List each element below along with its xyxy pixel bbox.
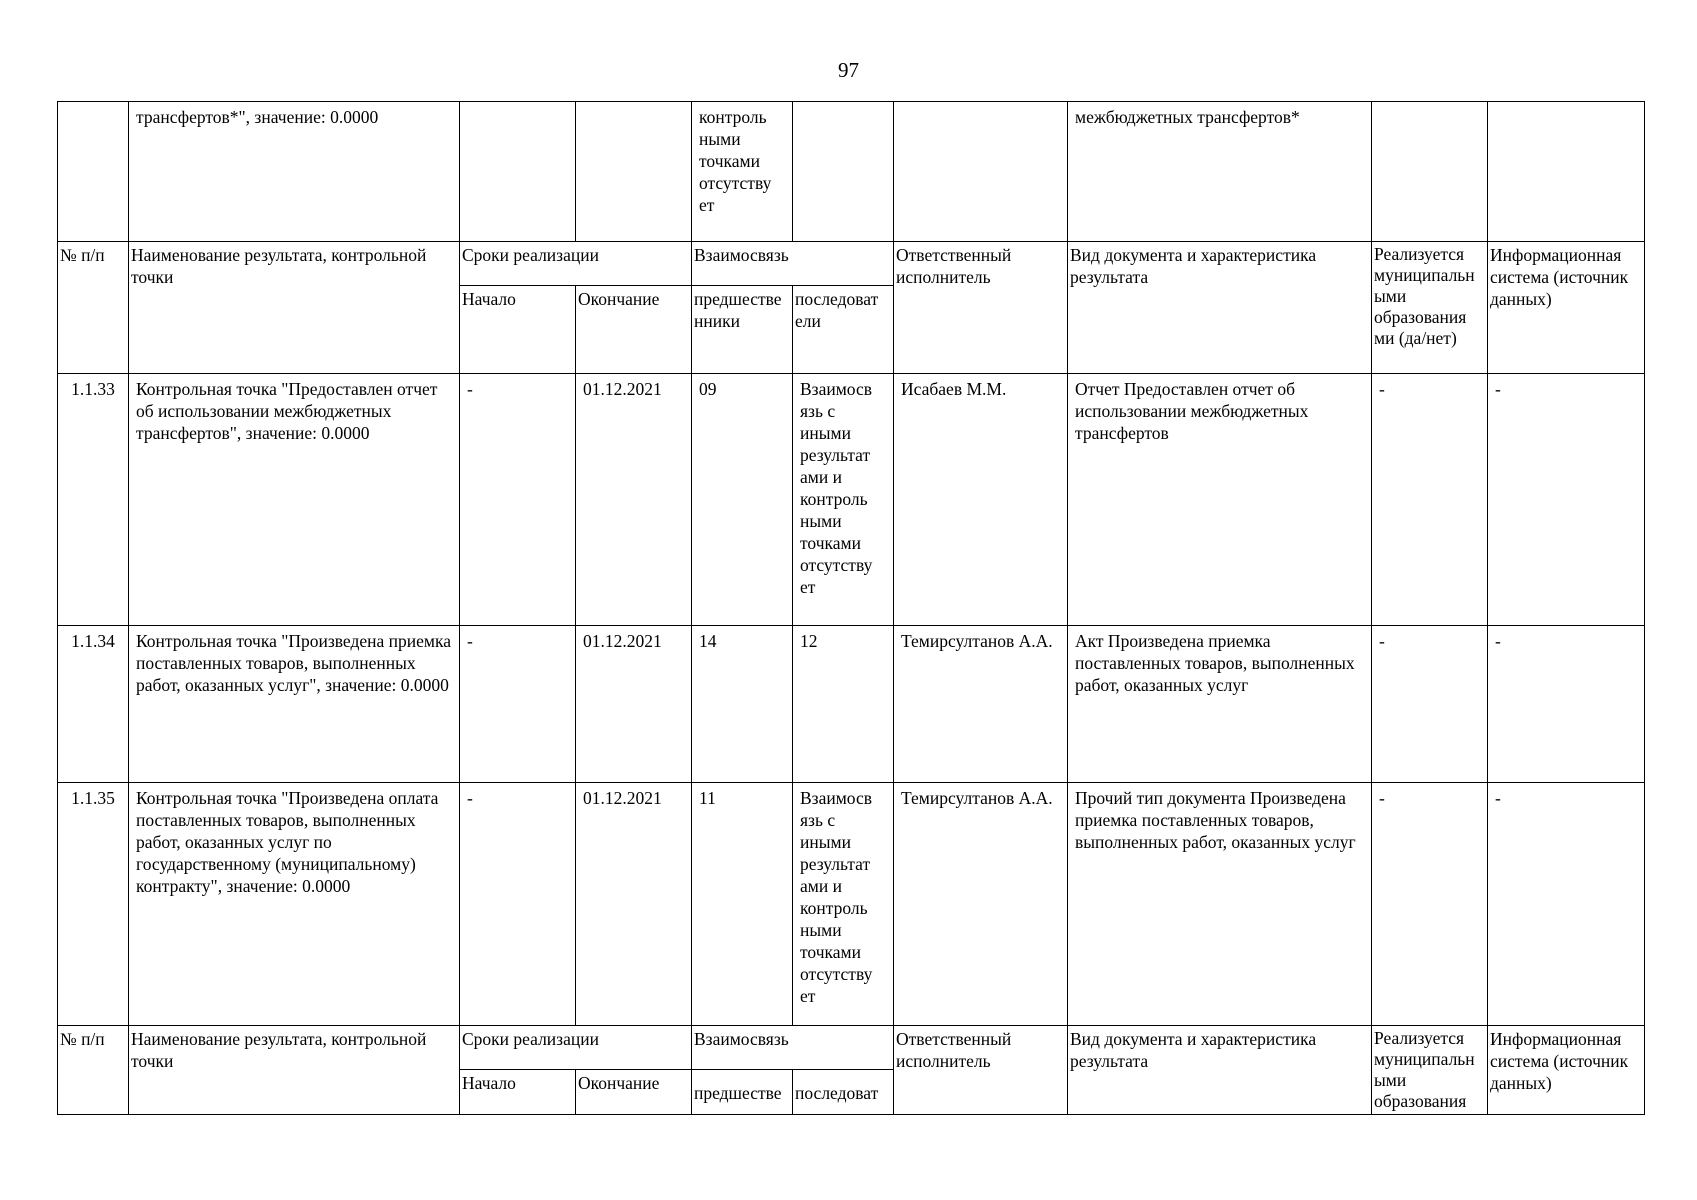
cont-pred: контроль ными точками отсутству ет	[699, 107, 772, 215]
row-muni: -	[1372, 783, 1488, 1026]
header-name: Наименование результата, контрольной точки	[129, 242, 460, 374]
cont-is-cell	[1488, 102, 1645, 242]
footer-header-succ: последоват	[793, 1070, 894, 1115]
row-start: -	[460, 783, 576, 1026]
row-resp: Темирсултанов А.А.	[894, 626, 1068, 783]
control-points-table	[57, 101, 1645, 1115]
footer-header-name: Наименование результата, контрольной точки	[129, 1026, 460, 1115]
cont-name-cell	[129, 102, 460, 242]
row-num: 1.1.33	[58, 374, 129, 626]
cont-succ-cell	[793, 102, 894, 242]
row-doc: Прочий тип документа Произведена приемка поставленных товаров, выполненных работ, оказанных услуг	[1068, 783, 1372, 1026]
row-end: 01.12.2021	[576, 783, 692, 1026]
header-resp: Ответственный исполнитель	[894, 242, 1068, 374]
row-resp: Исабаев М.М.	[894, 374, 1068, 626]
header-end: Окончание	[576, 286, 692, 374]
row-succ: Взаимосв язь с иными результат ами и контроль ными точками отсутству ет	[793, 374, 894, 626]
row-pred: 14	[692, 626, 793, 783]
cont-name: трансфертов*", значение: 0.0000	[136, 107, 379, 127]
cont-doc-cell	[1068, 102, 1372, 242]
cont-end-cell	[576, 102, 692, 242]
row-pred: 09	[692, 374, 793, 626]
row-name: Контрольная точка "Произведена оплата поставленных товаров, выполненных работ, оказанных услуг по государственному (муниципальному) контракту", значение: 0.0000	[129, 783, 460, 1026]
row-is: -	[1488, 783, 1645, 1026]
row-num: 1.1.34	[58, 626, 129, 783]
header-row-1	[58, 242, 1645, 286]
table-row	[58, 626, 1645, 783]
table-row	[58, 374, 1645, 626]
continued-row	[58, 102, 1645, 242]
row-name: Контрольная точка "Произведена приемка поставленных товаров, выполненных работ, оказанных услуг", значение: 0.0000	[129, 626, 460, 783]
table-row	[58, 783, 1645, 1026]
footer-header-row-1	[58, 1026, 1645, 1070]
row-num: 1.1.35	[58, 783, 129, 1026]
cont-num-cell	[58, 102, 129, 242]
footer-header-resp: Ответственный исполнитель	[894, 1026, 1068, 1115]
footer-header-end: Окончание	[576, 1070, 692, 1115]
cont-pred-cell	[692, 102, 793, 242]
row-resp: Темирсултанов А.А.	[894, 783, 1068, 1026]
header-doc: Вид документа и характеристика результата	[1068, 242, 1372, 374]
footer-header-num: № п/п	[58, 1026, 129, 1115]
row-doc: Отчет Предоставлен отчет об использовании межбюджетных трансфертов	[1068, 374, 1372, 626]
row-pred: 11	[692, 783, 793, 1026]
header-is: Информационная система (источник данных)	[1488, 242, 1645, 374]
row-is: -	[1488, 626, 1645, 783]
row-muni: -	[1372, 626, 1488, 783]
header-terms: Сроки реализации	[460, 242, 692, 286]
row-doc: Акт Произведена приемка поставленных товаров, выполненных работ, оказанных услуг	[1068, 626, 1372, 783]
row-start: -	[460, 374, 576, 626]
row-is: -	[1488, 374, 1645, 626]
header-start: Начало	[460, 286, 576, 374]
footer-header-start: Начало	[460, 1070, 576, 1115]
row-end: 01.12.2021	[576, 374, 692, 626]
cont-start-cell	[460, 102, 576, 242]
row-name: Контрольная точка "Предоставлен отчет об использовании межбюджетных трансфертов", значение: 0.0000	[129, 374, 460, 626]
row-muni: -	[1372, 374, 1488, 626]
header-num: № п/п	[58, 242, 129, 374]
footer-header-is: Информационная система (источник данных)	[1488, 1026, 1645, 1115]
footer-header-relation: Взаимосвязь	[692, 1026, 894, 1070]
row-start: -	[460, 626, 576, 783]
footer-header-doc: Вид документа и характеристика результата	[1068, 1026, 1372, 1115]
row-succ: 12	[793, 626, 894, 783]
header-pred: предшестве нники	[692, 286, 793, 374]
cont-doc: межбюджетных трансфертов*	[1075, 107, 1300, 127]
row-end: 01.12.2021	[576, 626, 692, 783]
header-muni: Реализуется муниципальн ыми образования ми (да/нет)	[1372, 242, 1488, 374]
cont-resp-cell	[894, 102, 1068, 242]
cont-muni-cell	[1372, 102, 1488, 242]
header-relation: Взаимосвязь	[692, 242, 894, 286]
footer-header-pred: предшестве	[692, 1070, 793, 1115]
header-succ: последоват ели	[793, 286, 894, 374]
footer-header-terms: Сроки реализации	[460, 1026, 692, 1070]
footer-header-muni: Реализуется муниципальн ыми образования	[1372, 1026, 1488, 1115]
row-succ: Взаимосв язь с иными результат ами и контроль ными точками отсутству ет	[793, 783, 894, 1026]
page-number: 97	[838, 58, 859, 82]
